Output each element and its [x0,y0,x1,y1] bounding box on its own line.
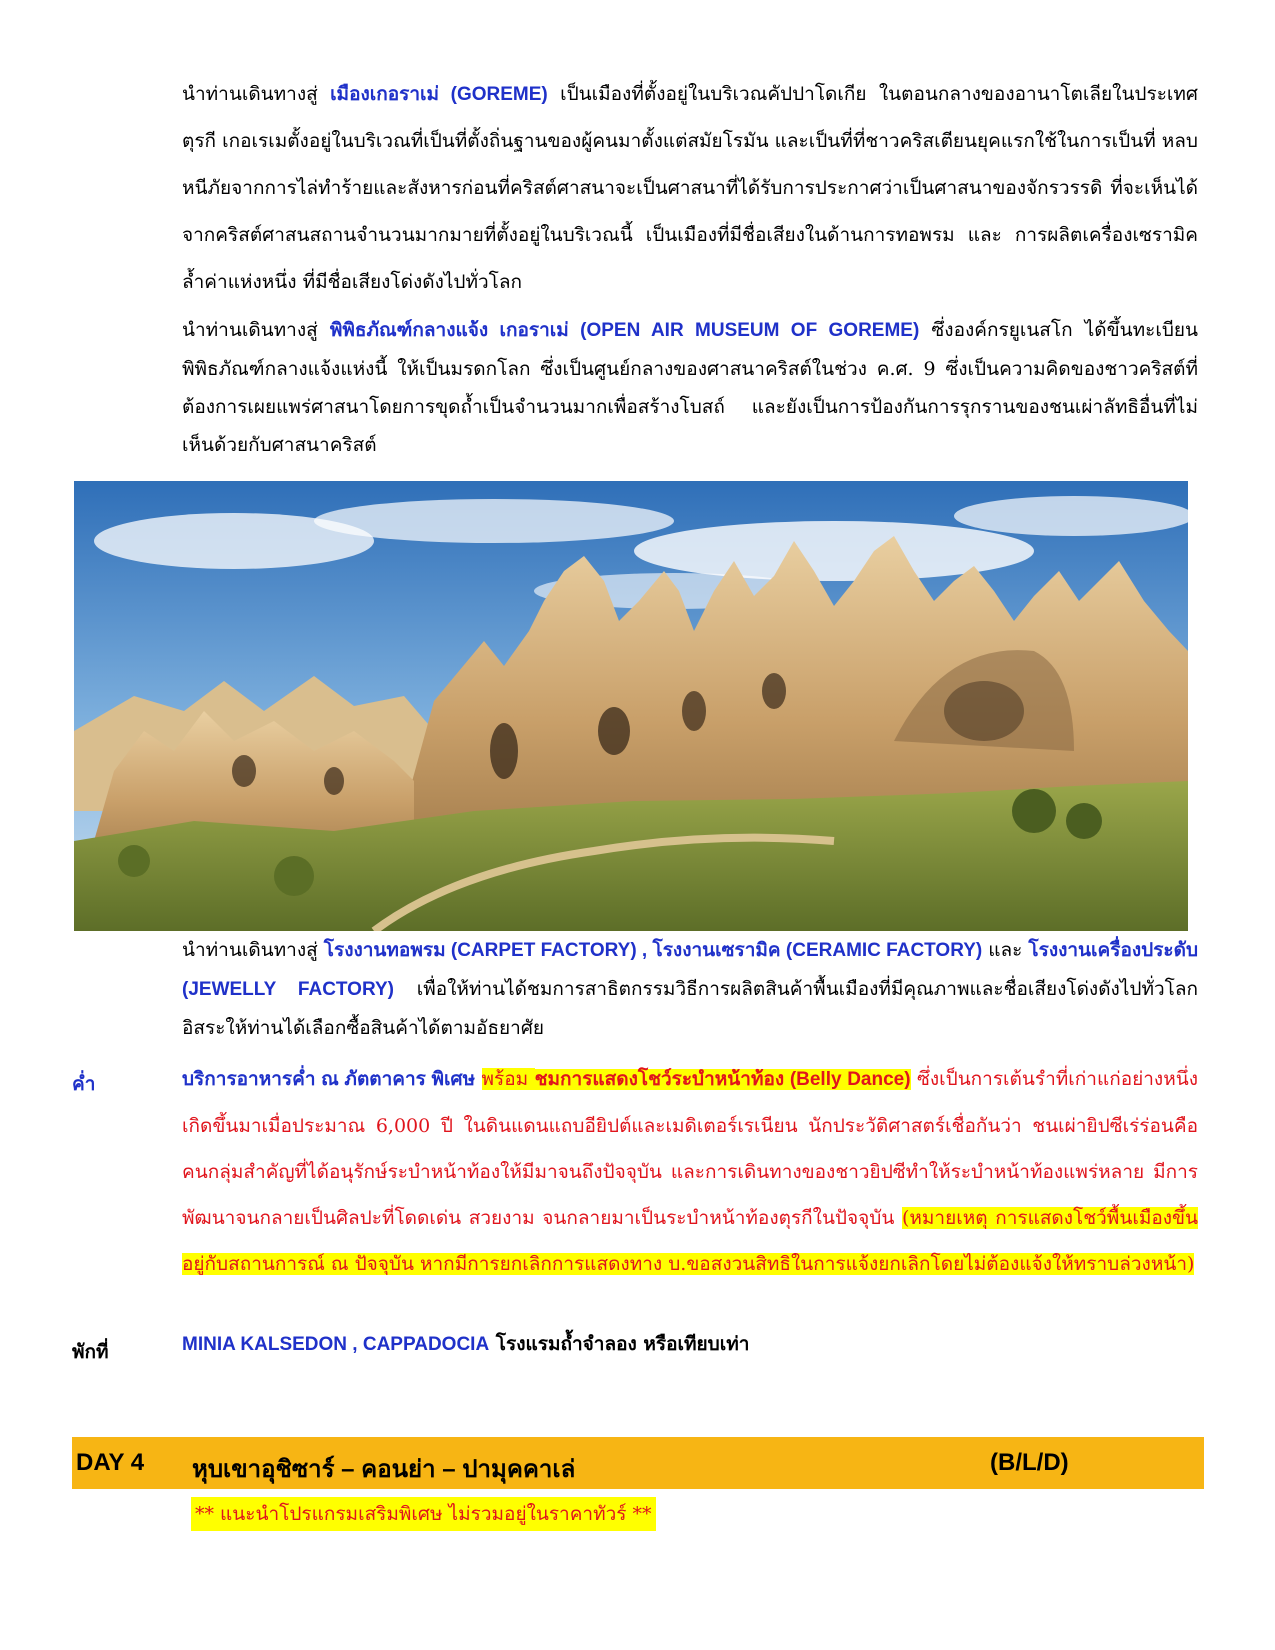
day4-label: DAY 4 [76,1449,145,1476]
museum-paragraph [182,311,1198,464]
museum-lead: นำท่านเดินทางสู่ [182,319,330,341]
goreme-lead: นำท่านเดินทางสู่ [182,83,331,105]
goreme-text: เป็นเมืองที่ตั้งอยู่ในบริเวณคัปปาโดเกีย ในตอนกลางของอานาโตเลียในประเทศตุรกี เกอเรเมตั้งอยู่ในบริเวณที่เป็นที่ตั้งถิ่นฐานของผู้คนมาตั้งแต่สมัยโรมัน และเป็นที่ที่ชาวคริสเตียนยุคแรกใช้ในการเป็นที่ หลบหนีภัยจากการไล่ทำร้ายและสังหารก่อนที่คริสต์ศาสนาจะเป็นศาสนาที่ได้รับการประกาศว่าเป็นศาสนาของจักรวรรดิ ที่จะเห็นได้จากคริสต์ศาสนสถานจำนวนมากมายที่ตั้งอยู่ในบริเวณนี้ เป็นเมืองที่มีชื่อเสียงในด้านการทอพรม และ การผลิตเครื่องเซรามิคล้ำค่าแห่งหนึ่ง ที่มีชื่อเสียงโด่งดังไปทั่วโลก [182,83,1198,293]
hotel-label: พักที่ [72,1342,109,1363]
day4-note: ** แนะนำโปรแกรมเสริมพิเศษ ไม่รวมอยู่ในราคาทัวร์ ** [191,1497,656,1531]
goreme-paragraph [182,71,1198,306]
cappadocia-photo [74,481,1188,931]
rock-landscape-image [74,481,1188,931]
jewelry-factory: โรงงานเครื่องประดับ (JEWELLY FACTORY) [182,940,1199,1000]
goreme-name: เมืองเกอราเม่ (GOREME) [330,84,548,105]
museum-name: พิพิธภัณฑ์กลางแจ้ง เกอราเม่ (OPEN AIR MUSEUM OF GOREME) [329,320,920,341]
factory-separator: , [636,940,653,961]
dinner-with: พร้อม [481,1068,535,1090]
hotel-name: MINIA KALSEDON , CAPPADOCIA [182,1334,490,1355]
factory-text: เพื่อให้ท่านได้ชมการสาธิตกรรมวิธีการผลิตสินค้าพื้นเมืองที่มีคุณภาพและชื่อเสียงโด่งดังไปทั่วโลก อิสระให้ท่านได้เลือกซื้อสินค้าได้ตามอัธยาศัย [182,978,1198,1039]
museum-text: ซึ่งองค์กรยูเนสโก ได้ขึ้นทะเบียนพิพิธภัณฑ์กลางแจ้งแห่งนี้ ให้เป็นมรดกโลก ซึ่งเป็นศูนย์กลางของศาสนาคริสต์ในช่วง ค.ศ. 9 ซึ่งเป็นความคิดของชาวคริสต์ที่ต้องการเผยแพร่ศาสนาโดยการขุดถ้ำเป็นจำนวนมากเพื่อสร้างโบสถ์ และยังเป็นการป้องกันการรุกรานของชนเผ่าลัทธิอื่นที่ไม่เห็นด้วยกับศาสนาคริสต์ [182,319,1198,456]
dinner-service: บริการอาหารค่ำ ณ ภัตตาคาร พิเศษ [182,1069,476,1090]
dinner-text: ซึ่งเป็นการเต้นรำที่เก่าแก่อย่างหนึ่ง เกิดขึ้นมาเมื่อประมาณ 6,000 ปี ในดินแดนแถบอียิปต์และเมดิเตอร์เรเนียน นักประวัติศาสตร์เชื่อกันว่า ชนเผ่ายิปซีเร่ร่อนคือคนกลุ่มสำคัญที่ได้อนุรักษ์ระบำหน้าท้องให้มีมาจนถึงปัจจุบัน และการเดินทางของชาวยิปซีทำให้ระบำหน้าท้องแพร่หลาย มีการพัฒนาจนกลายเป็นศิลปะที่โดดเด่น สวยงาม จนกลายมาเป็นระบำหน้าท้องตุรกีในปัจจุบัน [182,1068,1198,1229]
dinner-label: ค่ำ [72,1074,96,1095]
factory-paragraph [182,931,1198,1047]
factory-lead: นำท่านเดินทางสู่ [182,939,324,961]
belly-dance-show: ชมการแสดงโชว์ระบำหน้าท้อง (Belly Dance) [534,1069,911,1090]
hotel-line [182,1325,1198,1364]
day4-meals: (B/L/D) [990,1449,1069,1476]
day4-header [72,1437,1204,1489]
dinner-note: (หมายเหตุ การแสดงโชว์พื้นเมืองขึ้นอยู่กับสถานการณ์ ณ ปัจจุบัน หากมีการยกเลิกการแสดงทาง บ.ขอสงวนสิทธิในการแจ้งยกเลิกโดยไม่ต้องแจ้งให้ทราบล่วงหน้า) [182,1207,1199,1275]
ceramic-factory: โรงงานเซรามิค (CERAMIC FACTORY) [652,940,983,961]
hotel-text: โรงแรมถ้ำจำลอง หรือเทียบเท่า [489,1333,750,1355]
day4-route: หุบเขาอุชิซาร์ – คอนย่า – ปามุคคาเล่ [192,1456,576,1483]
carpet-factory: โรงงานทอพรม (CARPET FACTORY) [323,940,637,961]
dinner-paragraph [182,1056,1198,1287]
factory-and: และ [982,939,1029,961]
